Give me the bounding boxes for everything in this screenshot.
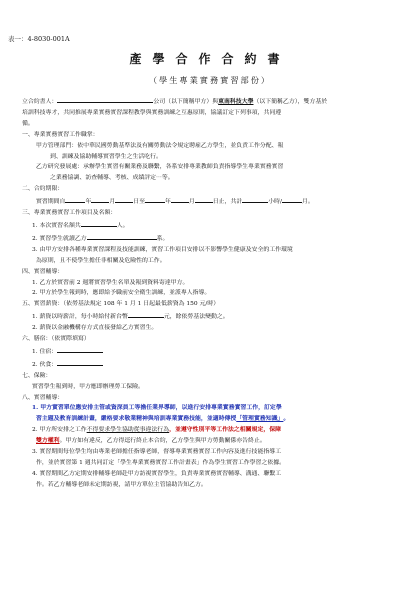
section-8-heading: 八、實習輔導： [22, 394, 64, 401]
section-4-item-2: 2. 甲方於學生報到時，應即給予職前安全衛生訓練，並派專人指導。 [32, 290, 211, 297]
preamble-line-1: 立合約書人： 公司（以下簡稱甲方）與東南科技大學（以下簡稱乙方），雙方基於 [22, 95, 398, 108]
illegal-acts-clause: 不得要求學生協助從事違法行為 [86, 427, 170, 434]
section-2-heading: 二、合約期限： [22, 186, 64, 193]
mutual-rights-clause: 雙方權利 [36, 437, 60, 445]
gender-equality-clause: ，並遵守性別平等工作法之相關規定，保障 [169, 426, 282, 434]
section-8-item-1-line-2: 習主題及教育訓練計畫，嚴格要求敬業精神與培訓專業實務技能，並適時傳授「管理實務知識」。 [36, 415, 290, 423]
quota-blank[interactable] [81, 219, 117, 227]
section-4-heading: 四、實習輔導： [22, 268, 64, 275]
section-3-heading: 三、專業實務實習工作項目及名額： [22, 210, 117, 217]
hourly-wage-blank[interactable] [128, 310, 164, 318]
section-8-item-2-line-1: 2. 甲方所安排之工作不得要求學生協助從事違法行為，並遵守性別平等工作法之相關規定，保障 [32, 426, 282, 434]
section-3-item-2: 2. 實習學生就讀乙方 系。 [22, 232, 398, 245]
section-5-heading: 五、實習薪資：（依勞基法規定 108 年 1 月 1 日起最低薪資為 150 元/時） [22, 301, 220, 308]
form-number: 表一：4-8030-001A [8, 35, 70, 43]
section-6-item-2: 2. 伙食： [22, 358, 398, 371]
section-7-heading: 七、保險： [22, 372, 52, 379]
section-6-heading: 六、膳宿：（依實際填寫） [22, 336, 90, 343]
section-3-item-1: 1. 本次實習名額共 人。 [22, 219, 398, 232]
company-name-blank[interactable] [57, 95, 153, 103]
department-blank[interactable] [87, 232, 157, 240]
section-1-b-line-1: 乙方研究發展處：承辦學生實習有關業務及聯繫，各系安排專業教師負責指導學生專業實務實習 [36, 164, 284, 171]
section-8-item-3-line-2: 作，並於實習第 1 週共同訂定「學生專業實務實習工作計畫表」作為學生實習工作學習之依據。 [36, 460, 286, 466]
start-month-blank[interactable] [91, 195, 109, 203]
end-year-blank[interactable] [145, 195, 165, 203]
end-day-blank[interactable] [195, 195, 213, 203]
section-7-body: 實習學生報到時，甲方應即辦理勞工保險。 [32, 383, 144, 390]
management-knowledge-text: 「管理實務知識」 [236, 415, 284, 423]
start-year-blank[interactable] [65, 195, 85, 203]
total-hours-blank[interactable] [242, 195, 268, 203]
document-subtitle: （學生專業實務實習部份） [148, 75, 272, 85]
section-1-a-line-1: 甲方管理部門：依中華民國勞動基準法及有關勞動法令規定聘雇乙方學生，並負責工作分配、報 [36, 142, 284, 149]
start-day-blank[interactable] [115, 195, 133, 203]
section-5-item-1: 1. 薪資以時薪計，每小時給付新台幣 元，餘依勞基法變動之。 [22, 310, 398, 323]
months-blank[interactable] [282, 195, 302, 203]
preamble-line-2: 培訓科技專才，共同推展專業實務實習課程教學與實務訓練之互惠原則，協議訂定下列事項，共同遵 [22, 109, 282, 116]
section-8-item-4-line-1: 4. 實習期間乙方定期安排輔導老師赴甲方訪視實習學生，負責專業實務實習輔導、溝通、聯繫工 [32, 470, 282, 477]
meals-blank[interactable] [57, 358, 103, 366]
section-4-item-1: 1. 乙方於實習前 2 週將實習學生名單及報到資料寄達甲方。 [32, 279, 189, 286]
school-name: 東南科技大學 [218, 98, 254, 105]
section-3-item-3-line-1: 3. 由甲方安排各種專業實習課程及技能訓練，實習工作項目安排以不影響學生健康及安全的工作環境 [32, 246, 293, 253]
section-1-heading: 一、專業實務實習工作職掌： [22, 131, 99, 138]
section-5-item-2: 2. 薪資以金融機構存方式直接發給乙方實習生。 [32, 325, 158, 332]
section-8-item-2-line-2: 雙方權利。甲方如有違反，乙方得逕行終止本合約，乙方學生與甲方勞動關係亦告終止。 [36, 437, 266, 445]
section-1-a-line-2: 到、訓練及協助輔導實習學生之生活吃行。 [50, 153, 162, 160]
section-3-item-3-line-2: 為原則，且不使學生擔任非相關及危險性的工作。 [36, 257, 166, 264]
section-8-item-3-line-1: 3. 實習期間每位學生均由專業老師擔任指導老師，督導專業實務實習工作內容及進行技能指導工 [32, 449, 282, 456]
end-month-blank[interactable] [171, 195, 189, 203]
contract-period-line: 實習期間自 年 月 日至 年 月 日止，共計 小時/ 月。 [22, 195, 398, 208]
document-title: 產學合作合約書 [129, 52, 291, 66]
lodging-blank[interactable] [57, 345, 103, 353]
section-1-b-line-2: 之業務協調、訪查輔導、考核、成績評定⋯等。 [50, 175, 174, 182]
preamble-line-3: 循。 [22, 120, 34, 127]
section-8-item-4-line-2: 作。若乙方輔導老師未定期訪視，請甲方單位主管協助告知乙方。 [36, 481, 207, 488]
contract-body [22, 95, 398, 491]
section-6-item-1: 1. 住宿： [22, 345, 398, 358]
section-8-item-1-line-1: 1. 甲方實習單位應安排主管或資深員工等擔任業界導師，以進行安排專業實務實習工作，訂定學 [32, 404, 282, 412]
